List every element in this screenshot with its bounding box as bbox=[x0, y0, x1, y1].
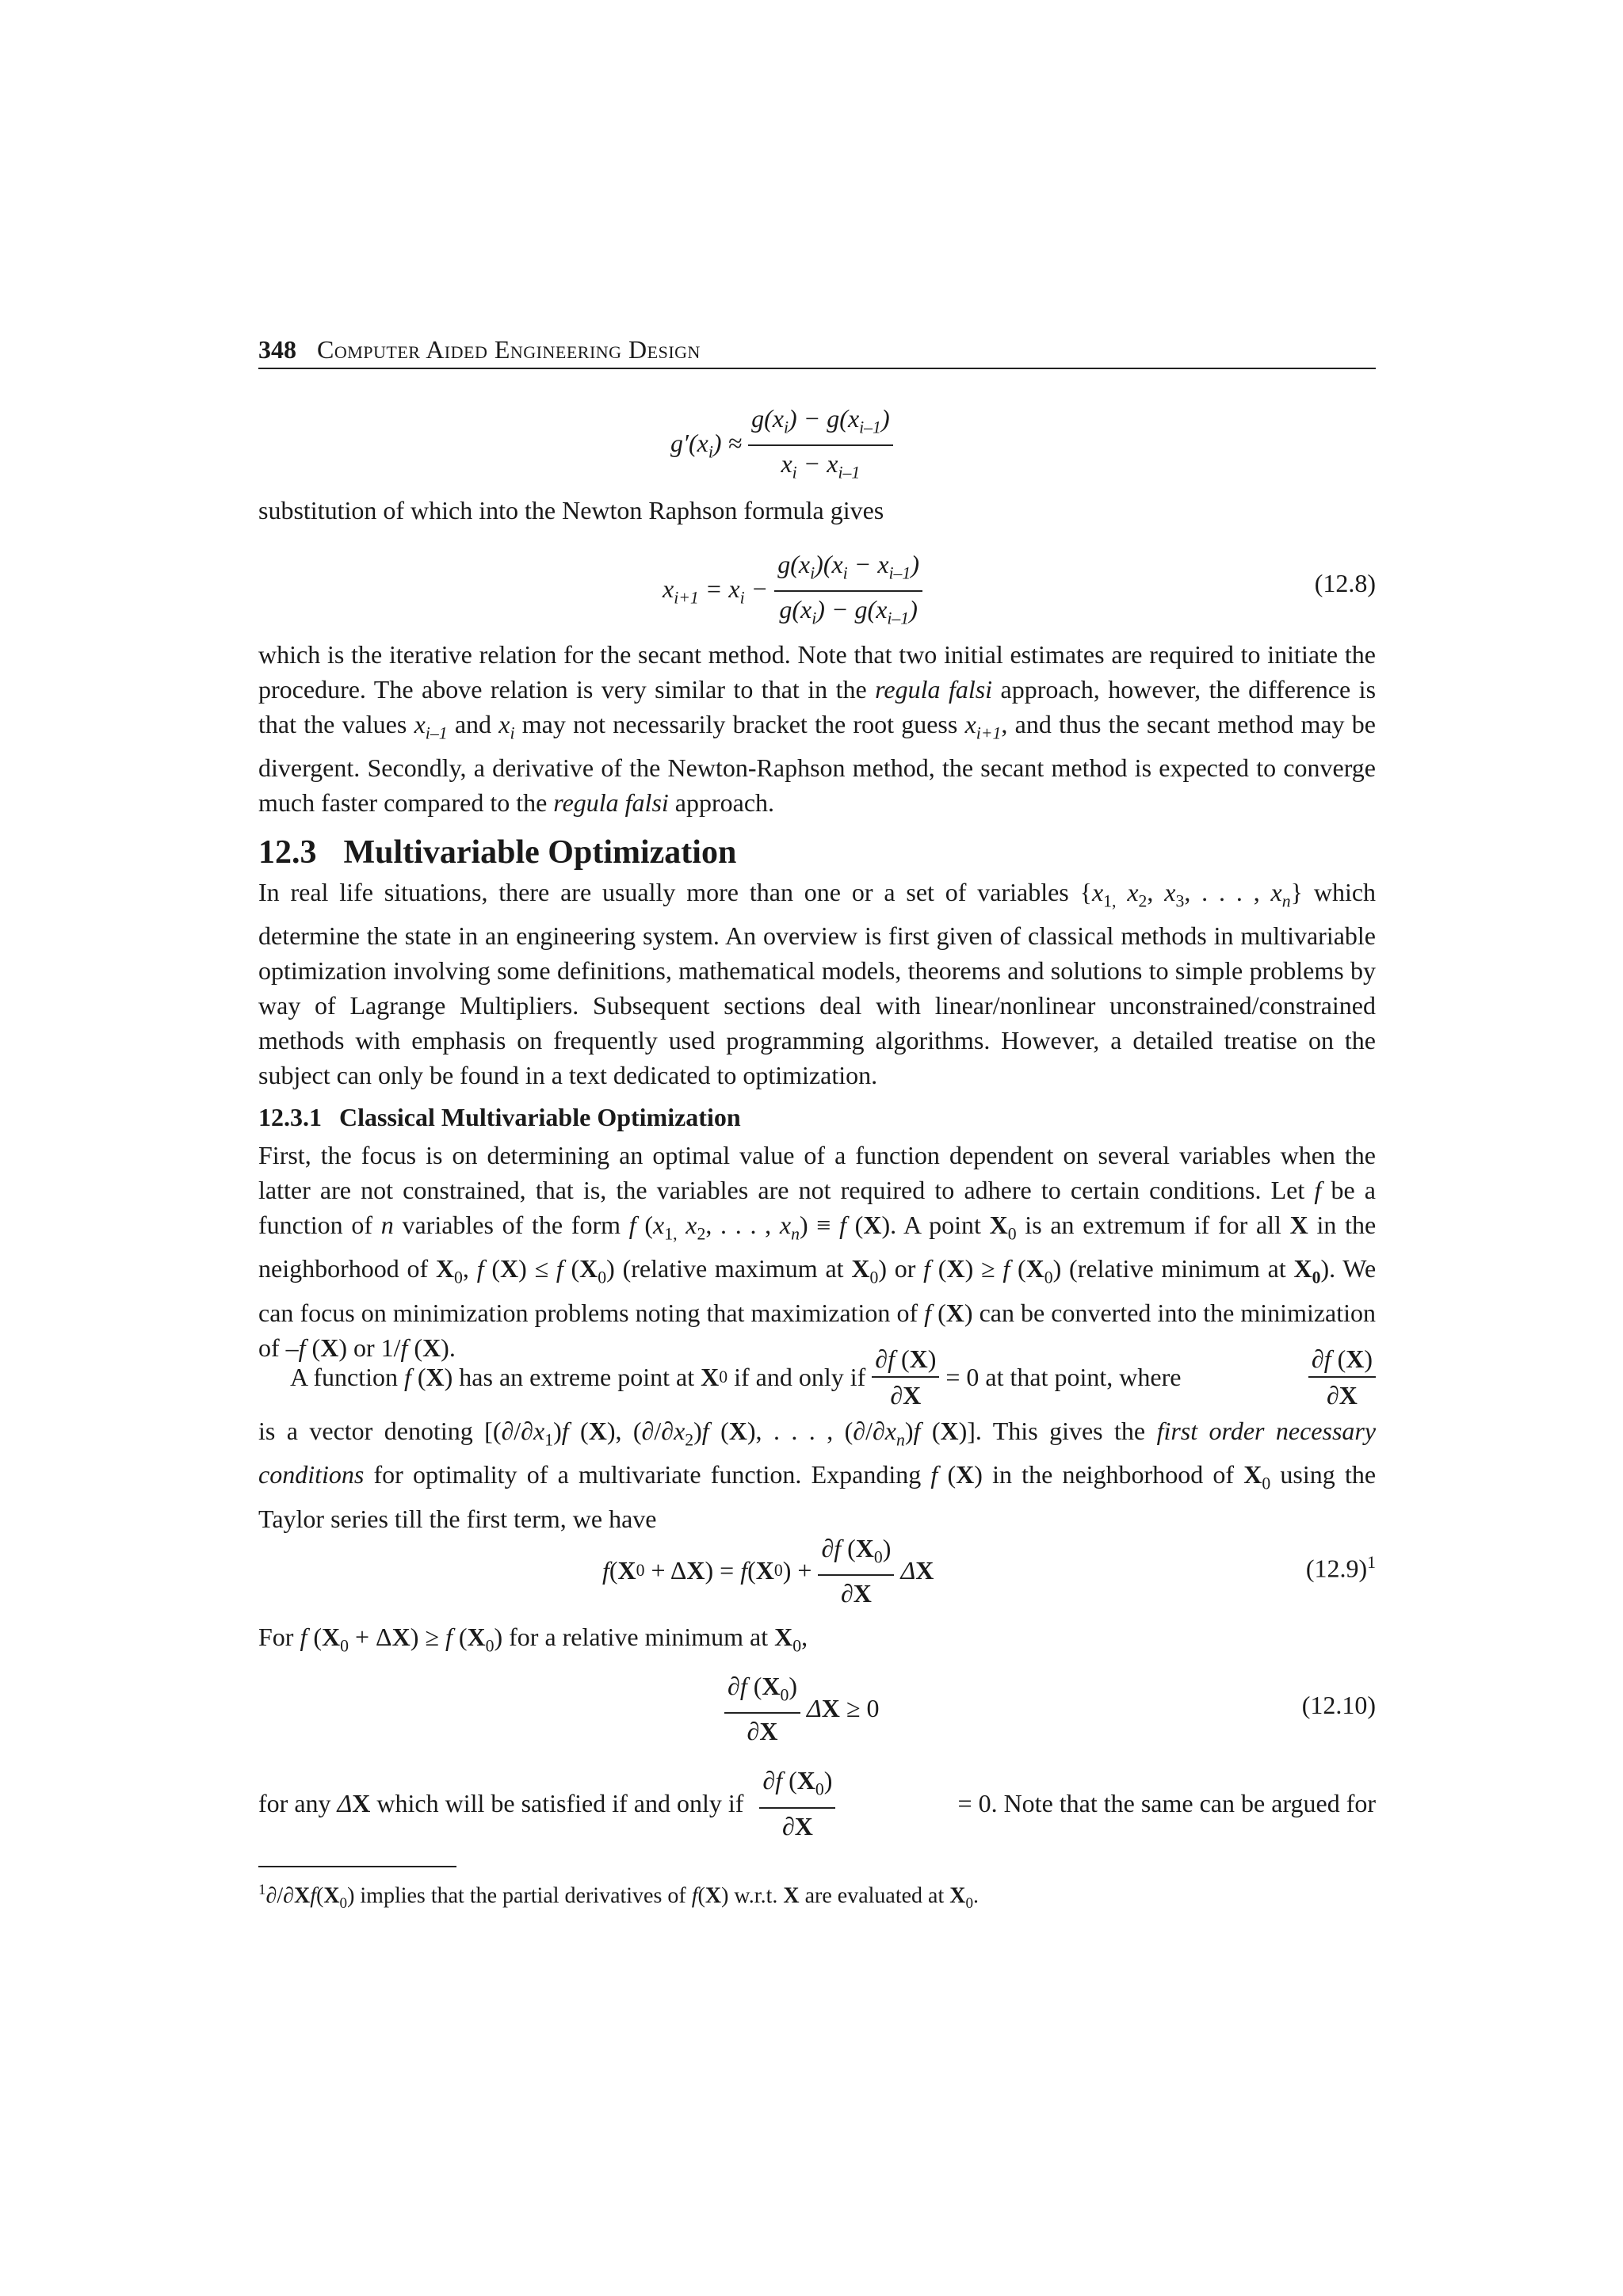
section-heading: 12.3 Multivariable Optimization bbox=[258, 834, 737, 871]
inline-equation-line: A function f ( X ) has an extreme point at X 0 if and only if $\frac{\partial f (X)}{\partial X}$ = 0 at that point, where $\frac{\partial f (X)}{\partial X}$ bbox=[258, 1339, 1376, 1415]
equation-12-9: f ( X 0 + Δ X ) = f ( X 0 ) + $\frac{\partial f (X_0)}{\partial X}$ Δ X $(12.9)^1$ bbox=[602, 1534, 1376, 1608]
paragraph: substitution of which into the Newton Raphson formula gives bbox=[258, 496, 884, 524]
subsection-heading: 12.3.1 Classical Multivariable Optimization bbox=[258, 1103, 741, 1131]
fraction: $\frac{\partial f (X_0)}{\partial X}$ bbox=[724, 1672, 800, 1745]
equation-12-10: $\frac{\partial f (X_0)}{\partial X}$ Δ X ≥ 0 (12.10) bbox=[258, 1672, 1376, 1748]
fraction: $\frac{\partial f (X)}{\partial X}$ bbox=[1308, 1344, 1376, 1409]
paragraph: First, the focus is on determining an optimal value of a function dependent on several variables when the latter are not constrained, that is, the variables are not required to adhere to certain conditions. Let f be a function of n variables of the form f ($x_{1,}$ $x_2$, . . . , $x_n) \equiv f$ (X). A point $X_0$ is an extremum if for all X in the neighborhood of $X_0$, f (X) ≤ f $(X_0)$ (relative maximum at $X_0$) or f (X) ≥ f $(X_0)$ (relative minimum at $X_0$). We can focus on minimization problems noting that maximization of f (X) can be converted into the minimization of –f (X) or 1/f (X). bbox=[258, 1141, 1377, 1362]
book-page bbox=[258, 0, 1376, 2296]
inline-equation-line: for any Δ X which will be satisfied if and only if $\frac{\partial f (X_0)}{\partial X}$ = 0. Note that the same can be argued for bbox=[258, 1766, 1376, 1840]
paragraph: In real life situations, there are usually more than one or a set of variables {$x_{1,}$ $x_2$, $x_3$, . . . , $x_n$} which determine the state in an engineering system. An overview is first given of classical methods in multivariable optimization involving some definitions, mathematical models, theorems and solutions to simple problems by way of Lagrange Multipliers. Subsequent sections deal with linear/nonlinear unconstrained/constrained methods with emphasis on frequently used programming algorithms. However, a detailed treatise on the subject can only be found in a text dedicated to optimization. bbox=[258, 878, 1377, 1090]
fraction: $\frac{\partial f (X)}{\partial X}$ bbox=[872, 1344, 939, 1409]
footnote: $^1\partial/\partial Xf(X_0)$ implies that the partial derivatives of f(X) w.r.t. X are evaluated at $X_0$. bbox=[258, 1882, 979, 1912]
footnote-rule bbox=[258, 1866, 456, 1867]
equation-number: $(12.9)^1$ bbox=[1305, 1553, 1376, 1583]
page-number: 348 bbox=[258, 335, 296, 364]
running-title: Computer Aided Engineering Design bbox=[317, 335, 701, 364]
fraction: $\frac{\partial f (X_0)}{\partial X}$ bbox=[818, 1534, 894, 1608]
running-head bbox=[258, 331, 1376, 369]
equation-12-8: $x_{i+1} = x_i$ − $\frac{g(x_i)(x_i - x_{i-1})}{g(x_i) - g(x_{i-1})}$ (12.8) bbox=[258, 550, 1376, 626]
equation-number: (12.10) bbox=[1301, 1691, 1376, 1719]
fraction: $\frac{g(x_i) - g(x_{i-1})}{x_i - x_{i-1}}$ bbox=[748, 404, 892, 487]
paragraph: For f $(X_0 + \Delta X) \ge f$ $(X_0)$ for a relative minimum at $X_0$, bbox=[258, 1623, 808, 1656]
equation-secant-derivative: $g'(x_i)$ ≈ $\frac{g(x_i) - g(x_{i-1})}{x_i - x_{i-1}}$ bbox=[258, 404, 1376, 475]
paragraph: which is the iterative relation for the secant method. Note that two initial estimates are required to initiate the procedure. The above relation is very similar to that in the regula falsi approach, however, the difference is that the values $x_{i-1}$ and $x_i$ may not necessarily bracket the root guess $x_{i+1}$, and thus the secant method may be divergent. Secondly, a derivative of the Newton-Raphson method, the secant method is expected to converge much faster compared to the regula falsi approach. bbox=[258, 640, 1377, 818]
fraction: $\frac{g(x_i)(x_i - x_{i-1})}{g(x_i) - g(x_{i-1})}$ bbox=[774, 550, 922, 633]
fraction: $\frac{\partial f (X_0)}{\partial X}$ bbox=[759, 1766, 835, 1840]
equation-number: (12.8) bbox=[1314, 569, 1376, 597]
paragraph: is a vector denoting [$(\partial/\partial x_1)f$ (X), $(\partial/\partial x_2)f$ (X), . . . , $(\partial/\partial x_n)f$ (X)]. This gives the first order necessary conditions for optimality of a multivariate function. Expanding f (X) in the neighborhood of $X_0$ using the Taylor series till the first term, we have bbox=[258, 1417, 1377, 1533]
